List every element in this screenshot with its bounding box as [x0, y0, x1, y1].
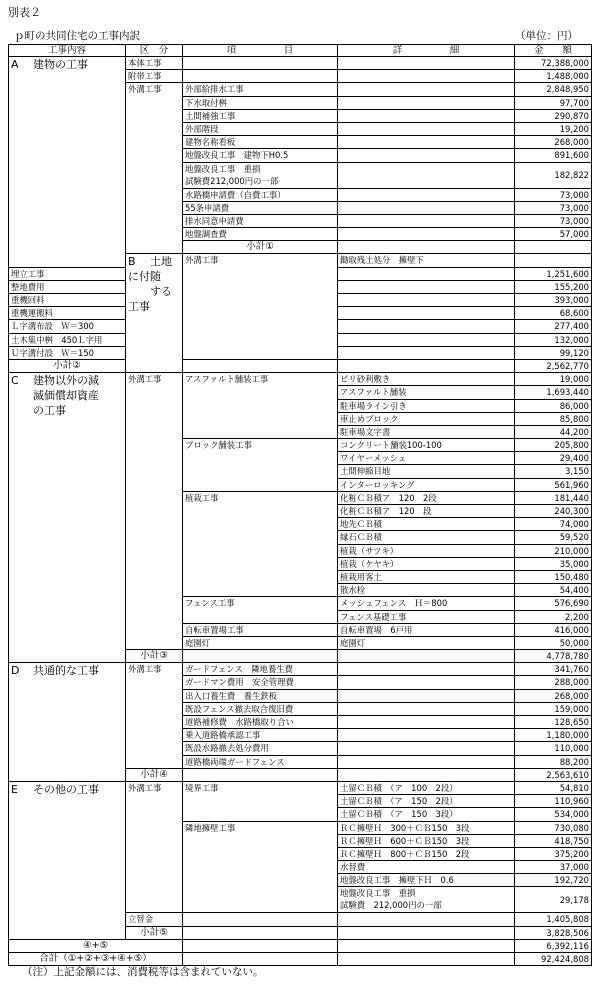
- amount-cell: 132,000: [515, 333, 592, 346]
- amount-cell: 73,000: [515, 188, 592, 201]
- subtotal-label: 小計①: [183, 241, 338, 254]
- amount-cell: 74,000: [515, 518, 592, 531]
- detail-cell: ＲＣ擁壁Ｈ 300＋ＣＢ150 3段: [338, 821, 515, 834]
- detail-cell: 植栽（サツキ）: [338, 544, 515, 557]
- item-cell: ガードフェンス 隣地養生費: [183, 663, 338, 676]
- detail-cell: ビリ砂利敷き: [338, 373, 515, 386]
- amount-cell: 181,440: [515, 491, 592, 504]
- amount-cell: 19,000: [515, 373, 592, 386]
- amount-cell: 110,000: [515, 742, 592, 755]
- detail-cell: インターロッキング: [338, 478, 515, 491]
- division-cell: 外溝工事: [126, 83, 183, 254]
- table-row: [9, 373, 592, 386]
- sum-row: [9, 939, 592, 952]
- amount-cell: 288,000: [515, 676, 592, 689]
- amount-cell: 57,000: [515, 228, 592, 241]
- sum45-label: ④+⑤: [9, 939, 183, 952]
- amount-cell: 1,405,808: [515, 913, 592, 926]
- item-cell: 建物名称看板: [183, 136, 338, 149]
- amount-cell: 268,000: [515, 136, 592, 149]
- item-cell: フェンス工事: [183, 597, 338, 623]
- subtotal-amount: 2,562,770: [515, 359, 592, 372]
- detail-cell: コンクリート舗装100-100: [338, 439, 515, 452]
- subtotal-label: 小計④: [126, 768, 183, 781]
- detail-cell: 駐車場ライン引き: [338, 399, 515, 412]
- item-cell: 庭園灯: [183, 636, 338, 649]
- amount-cell: 290,870: [515, 109, 592, 122]
- total-label: 合計（①+②+③+④+⑤）: [9, 953, 183, 966]
- section-b-name: B 土地に付随 する工事: [126, 254, 183, 373]
- section-a-name: A 建物の工事: [9, 57, 126, 268]
- footnote: （注）上記金額には、消費税等は含まれていない。: [22, 966, 264, 978]
- detail-cell: 駐車場文字書: [338, 425, 515, 438]
- amount-cell: 3,150: [515, 465, 592, 478]
- detail-cell: ＲＣ擁壁Ｈ 800＋ＣＢ150 2段: [338, 847, 515, 860]
- amount-cell: 150,480: [515, 570, 592, 583]
- amount-cell: 86,000: [515, 399, 592, 412]
- detail-cell: ワイヤーメッシュ: [338, 452, 515, 465]
- amount-cell: 277,400: [515, 320, 592, 333]
- item-cell: 外部給排水工事: [183, 83, 338, 96]
- item-cell: 下水取付桝: [183, 96, 338, 109]
- total-amount: 92,424,808: [515, 953, 592, 966]
- item-cell: 土間補強工事: [183, 109, 338, 122]
- document-title: ｐ町の共同住宅の工事内訳: [14, 30, 140, 42]
- division-cell: 外溝工事: [183, 254, 338, 360]
- amount-cell: 29,178: [515, 887, 592, 913]
- amount-cell: 210,000: [515, 544, 592, 557]
- subtotal-amount: 3,828,506: [515, 926, 592, 939]
- amount-cell: 240,300: [515, 505, 592, 518]
- item-cell: 道路橋両端ガードフェンス: [183, 755, 338, 768]
- amount-cell: 159,000: [515, 702, 592, 715]
- detail-cell: アスファルト舗装: [338, 386, 515, 399]
- amount-cell: 54,400: [515, 584, 592, 597]
- amount-cell: 68,600: [515, 307, 592, 320]
- amount-cell: 44,200: [515, 425, 592, 438]
- appendix-label: 別表２: [8, 6, 41, 19]
- amount-cell: 205,800: [515, 439, 592, 452]
- detail-cell: 庭園灯: [338, 636, 515, 649]
- division-cell: 立替金: [126, 913, 183, 926]
- amount-cell: 182,822: [515, 162, 592, 188]
- amount-cell: 29,400: [515, 452, 592, 465]
- subtotal-label: 小計②: [9, 359, 126, 372]
- table-row: [9, 781, 592, 794]
- header-item: 項 目: [183, 45, 338, 57]
- detail-cell: 縁石ＣＢ積: [338, 531, 515, 544]
- section-d-name: D 共通的な工事: [9, 663, 126, 782]
- detail-cell: 地盤改良工事 擁壁下Ｈ 0.6: [338, 874, 515, 887]
- item-cell: 地盤改良工事 建物下H0.5: [183, 149, 338, 162]
- amount-cell: 1,488,000: [515, 70, 592, 83]
- item-cell: 植栽工事: [183, 491, 338, 597]
- header-division: 区 分: [126, 45, 183, 57]
- item-cell: Ｌ字溝布設 Ｗ＝300: [9, 320, 126, 333]
- item-cell: 鋤取残土処分 擁壁下: [338, 254, 515, 267]
- amount-cell: 561,960: [515, 478, 592, 491]
- amount-cell: 88,200: [515, 755, 592, 768]
- detail-cell: 土留ＣＢ積 （ア 150 2段）: [338, 795, 515, 808]
- amount-cell: 730,080: [515, 821, 592, 834]
- detail-cell: フェンス基礎工事: [338, 610, 515, 623]
- item-cell: 55条申請費: [183, 201, 338, 214]
- header-detail: 詳 細: [338, 45, 515, 57]
- amount-cell: 37,000: [515, 861, 592, 874]
- amount-cell: 59,520: [515, 531, 592, 544]
- item-cell: 重機回料: [9, 294, 126, 307]
- amount-cell: 54,810: [515, 781, 592, 794]
- cost-breakdown-table: [8, 44, 592, 966]
- item-cell: 既設フェンス撤去取合復旧費: [183, 702, 338, 715]
- detail-cell: 植栽（ケヤキ）: [338, 557, 515, 570]
- subtotal-amount: 2,563,610: [515, 768, 592, 781]
- item-cell: 水路橋申請費（自費工事）: [183, 188, 338, 201]
- subtotal-row: [9, 359, 592, 372]
- amount-cell: 1,251,600: [515, 267, 592, 280]
- section-e-name: E その他の工事: [9, 781, 126, 939]
- detail-cell: 水替費: [338, 861, 515, 874]
- amount-cell: 73,000: [515, 201, 592, 214]
- detail-cell: 車止めブロック: [338, 412, 515, 425]
- header-row: [9, 45, 592, 57]
- amount-cell: 97,700: [515, 96, 592, 109]
- amount-cell: 110,960: [515, 795, 592, 808]
- sum45-amount: 6,392,116: [515, 939, 592, 952]
- item-cell: 自転車置場工事: [183, 623, 338, 636]
- amount-cell: 1,693,440: [515, 386, 592, 399]
- item-cell: 既設水路撤去処分費用: [183, 742, 338, 755]
- division-cell: 外溝工事: [126, 663, 183, 769]
- item-cell: 土木集中桝 450Ｌ字用: [9, 333, 126, 346]
- amount-cell: 19,200: [515, 122, 592, 135]
- division-cell: 附帯工事: [126, 70, 183, 83]
- amount-cell: 268,000: [515, 689, 592, 702]
- detail-cell: 化粧ＣＢ積ア 120 段: [338, 505, 515, 518]
- table-row: [9, 663, 592, 676]
- item-cell: ブロック舗装工事: [183, 439, 338, 492]
- amount-cell: 35,000: [515, 557, 592, 570]
- amount-cell: 375,200: [515, 847, 592, 860]
- item-cell: アスファルト舗装工事: [183, 373, 338, 439]
- detail-cell: 土留ＣＢ積 （ア 100 2段）: [338, 781, 515, 794]
- amount-cell: 341,760: [515, 663, 592, 676]
- amount-cell: 1,180,000: [515, 729, 592, 742]
- subtotal-label: 小計③: [126, 650, 183, 663]
- detail-cell: 自転車置場 6戸用: [338, 623, 515, 636]
- amount-cell: 393,000: [515, 294, 592, 307]
- detail-cell: 植栽用客土: [338, 570, 515, 583]
- subtotal-label: 小計⑤: [126, 926, 183, 939]
- item-cell: 重機運搬料: [9, 307, 126, 320]
- division-cell: 外溝工事: [126, 373, 183, 650]
- amount-cell: 73,000: [515, 214, 592, 227]
- amount-cell: 2,848,950: [515, 83, 592, 96]
- item-cell: ガードマン費用 安全管理費: [183, 676, 338, 689]
- unit-label: （単位：円）: [515, 30, 578, 42]
- item-cell: 埋立工事: [9, 267, 126, 280]
- item-cell: 地盤改良工事 重損 試験費212,000円の一部: [183, 162, 338, 188]
- detail-cell: 地盤改良工事 重損 試験費 212,000円の一部: [338, 887, 515, 913]
- detail-cell: ＲＣ擁壁Ｈ 600＋ＣＢ150 3段: [338, 834, 515, 847]
- item-cell: 道路補修費 水路橋取り合い: [183, 716, 338, 729]
- item-cell: Ｕ字溝付設 Ｗ＝150: [9, 346, 126, 359]
- subtotal-amount: 4,778,780: [515, 650, 592, 663]
- amount-cell: 50,000: [515, 636, 592, 649]
- item-cell: 境界工事: [183, 781, 338, 821]
- detail-cell: 土間伸縮目地: [338, 465, 515, 478]
- item-cell: 地盤調査費: [183, 228, 338, 241]
- item-cell: 外部階段: [183, 122, 338, 135]
- detail-cell: 化粧ＣＢ積ア 120 2段: [338, 491, 515, 504]
- amount-cell: 418,750: [515, 834, 592, 847]
- table-row: [9, 57, 592, 70]
- item-cell: 整地費用: [9, 280, 126, 293]
- detail-cell: 地先ＣＢ積: [338, 518, 515, 531]
- detail-cell: 土留ＣＢ積 （ア 150 3段）: [338, 808, 515, 821]
- item-cell: 乗入道路橋承認工事: [183, 729, 338, 742]
- amount-cell: 85,800: [515, 412, 592, 425]
- header-amount: 金 額: [515, 45, 592, 57]
- section-c-name: C 建物以外の減 滅価償却資産 の工事: [9, 373, 126, 663]
- detail-cell: 散水栓: [338, 584, 515, 597]
- header-content: 工事内容: [9, 45, 126, 57]
- amount-cell: 534,000: [515, 808, 592, 821]
- amount-cell: 576,690: [515, 597, 592, 610]
- division-cell: 本体工事: [126, 57, 183, 70]
- amount-cell: 128,650: [515, 716, 592, 729]
- amount-cell: 72,388,000: [515, 57, 592, 70]
- item-cell: 排水同意申請費: [183, 214, 338, 227]
- amount-cell: 155,200: [515, 280, 592, 293]
- item-cell: 隣地擁壁工事: [183, 821, 338, 913]
- amount-cell: 99,120: [515, 346, 592, 359]
- amount-cell: 192,720: [515, 874, 592, 887]
- amount-cell: 2,200: [515, 610, 592, 623]
- amount-cell: 416,000: [515, 623, 592, 636]
- detail-cell: メッシュフェンス Ｈ＝800: [338, 597, 515, 610]
- item-cell: 出入口養生費 養生鉄板: [183, 689, 338, 702]
- amount-cell: 891,600: [515, 149, 592, 162]
- division-cell: 外溝工事: [126, 781, 183, 913]
